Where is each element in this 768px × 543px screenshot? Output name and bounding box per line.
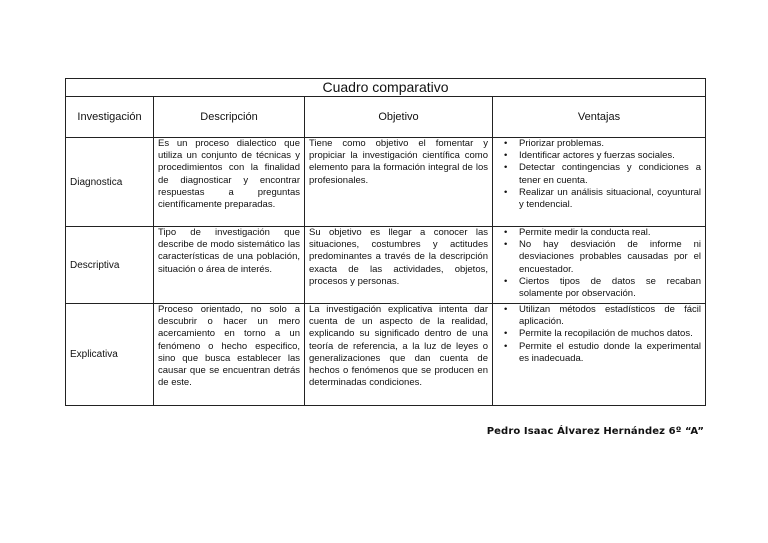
list-item: • Detectar contingencias y condiciones a tener en cuenta. <box>519 162 701 186</box>
list-item: • No hay desviación de informe ni desviaciones probables causadas por el encuestador. <box>519 239 701 276</box>
header-descripcion: Descripción <box>154 97 305 138</box>
header-investigacion: Investigación <box>66 97 154 138</box>
header-row <box>66 97 706 138</box>
row-objetivo: Su objetivo es llegar a conocer las situaciones, costumbres y actitudes predominantes a través de la descripción exacta de las actividades, objetos, procesos y personas. <box>305 227 493 304</box>
row-descripcion: Proceso orientado, no solo a descubrir o hacer un mero acercamiento en torno a un fenómeno o hecho especifico, sino que busca establecer las causar que se encuentran detrás de este. <box>154 304 305 406</box>
header-ventajas: Ventajas <box>493 97 706 138</box>
list-item: • Identificar actores y fuerzas sociales. <box>519 150 701 162</box>
row-ventajas <box>493 304 706 406</box>
row-name: Explicativa <box>66 304 154 406</box>
row-name: Diagnostica <box>66 138 154 227</box>
list-item: • Permite la recopilación de muchos datos. <box>519 328 701 340</box>
table-row <box>66 304 706 406</box>
list-item: • Permite medir la conducta real. <box>519 227 701 239</box>
table-row <box>66 227 706 304</box>
row-objetivo: Tiene como objetivo el fomentar y propiciar la investigación científica como elemento para la formación integral de los profesionales. <box>305 138 493 227</box>
row-ventajas <box>493 227 706 304</box>
list-item: • Realizar un análisis situacional, coyuntural y tendencial. <box>519 187 701 211</box>
row-objetivo: La investigación explicativa intenta dar cuenta de un aspecto de la realidad, explicando su significado dentro de una teoría de referencia, a la luz de leyes o generalizaciones que dan cuenta de hechos o fenómenos que se producen en determinadas condiciones. <box>305 304 493 406</box>
list-item: • Ciertos tipos de datos se recaban solamente por observación. <box>519 276 701 300</box>
row-name: Descriptiva <box>66 227 154 304</box>
table-row <box>66 138 706 227</box>
author-signature: Pedro Isaac Álvarez Hernández 6º “A” <box>486 426 704 437</box>
header-objetivo: Objetivo <box>305 97 493 138</box>
list-item: • Permite el estudio donde la experimental es inadecuada. <box>519 341 701 365</box>
row-descripcion: Es un proceso dialectico que utiliza un conjunto de técnicas y procedimientos con la finalidad de diagnosticar y encontrar respuestas a preguntas científicamente preparadas. <box>154 138 305 227</box>
list-item: • Priorizar problemas. <box>519 138 701 150</box>
row-ventajas <box>493 138 706 227</box>
row-descripcion: Tipo de investigación que describe de modo sistemático las características de una población, situación o área de interés. <box>154 227 305 304</box>
comparison-table <box>65 78 706 406</box>
list-item: • Utilizan métodos estadísticos de fácil aplicación. <box>519 304 701 328</box>
table-title: Cuadro comparativo <box>66 79 706 97</box>
